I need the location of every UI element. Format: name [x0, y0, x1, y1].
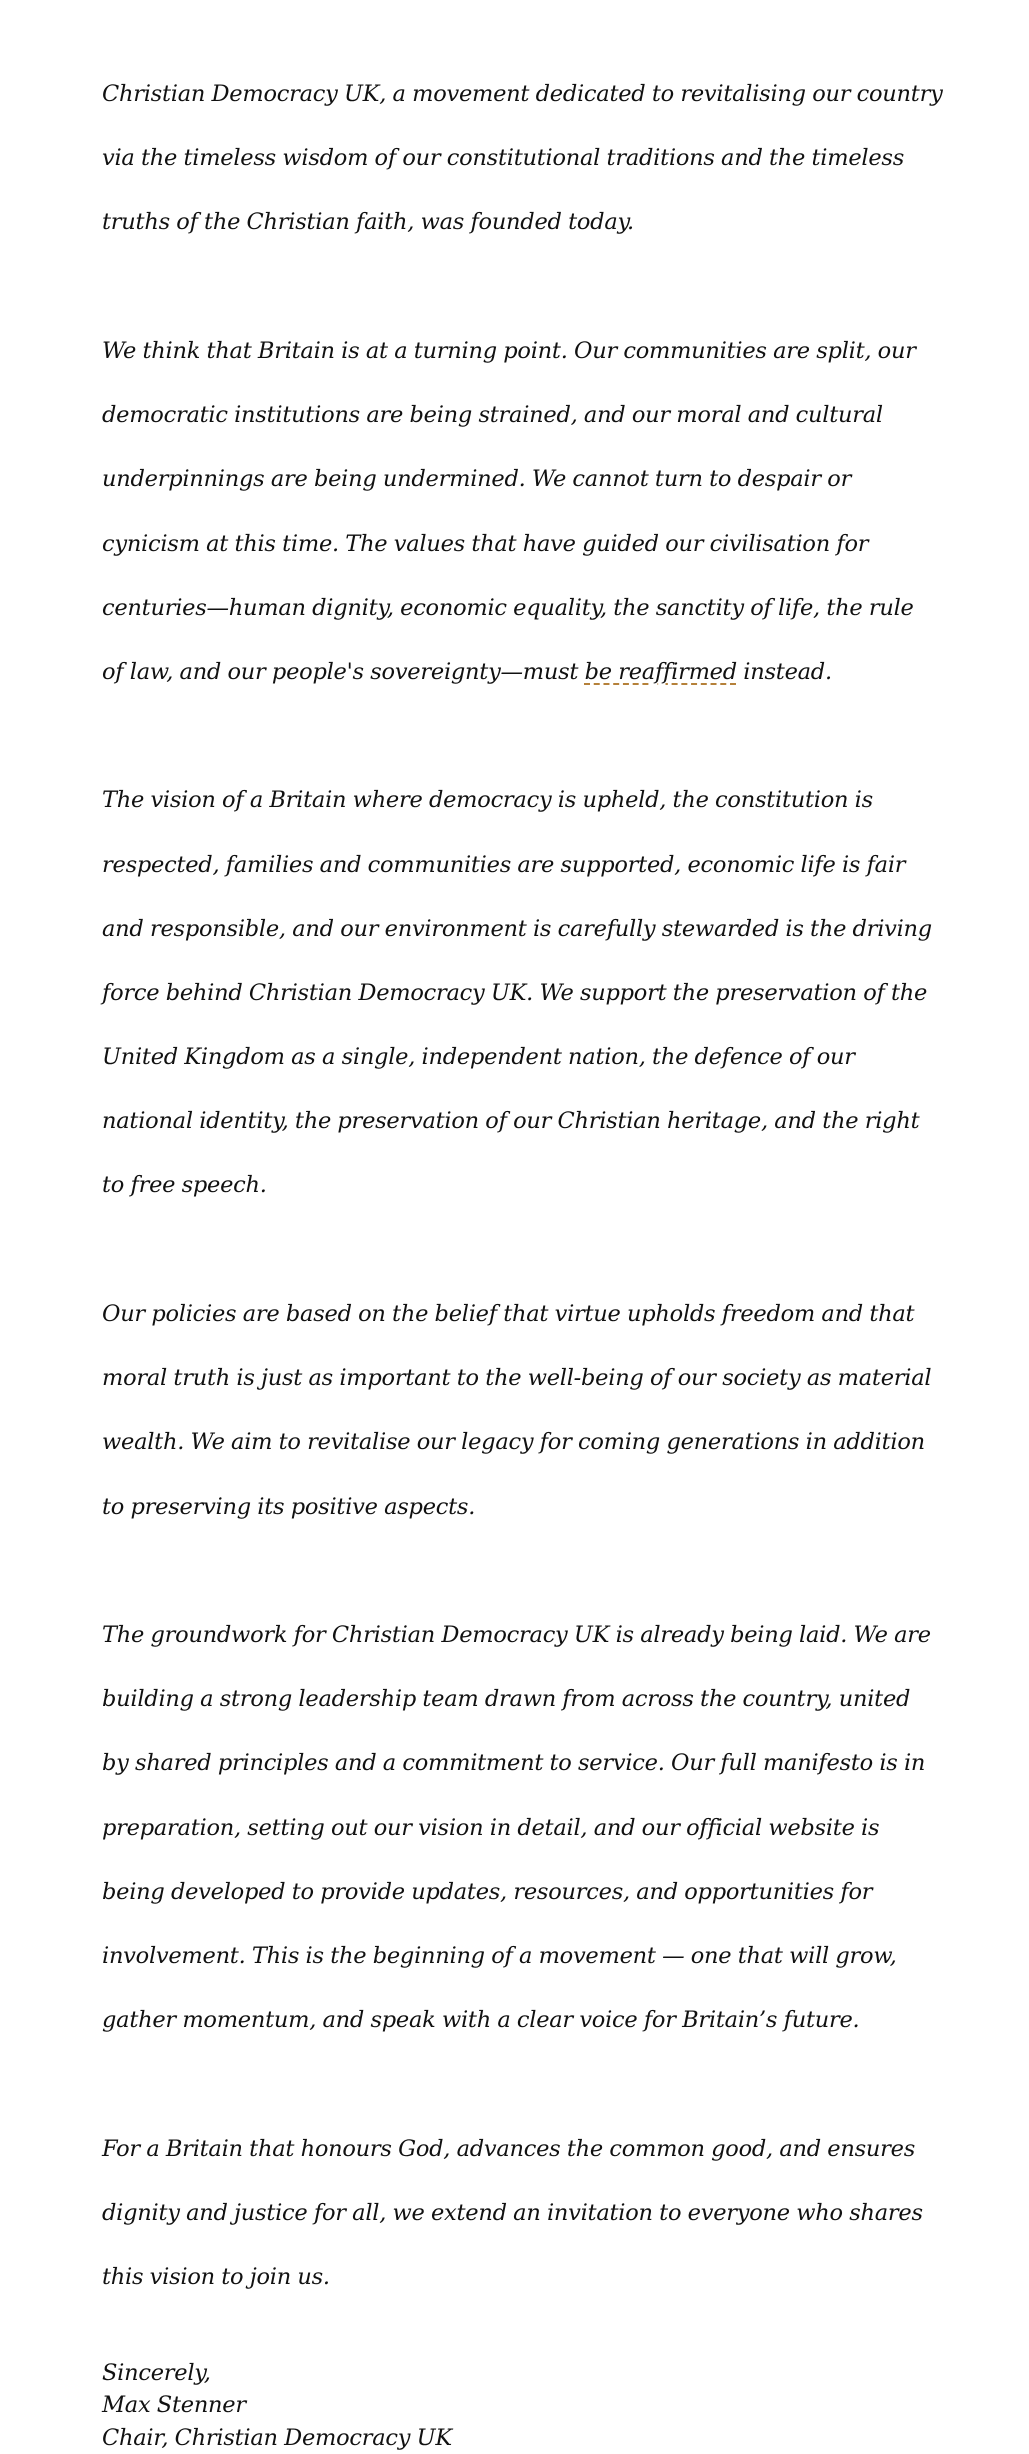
text-line: Our policies are based on the belief that virtue upholds freedom and that	[102, 1300, 915, 1327]
text-line: via the timeless wisdom of our constitutional traditions and the timeless	[102, 145, 905, 172]
text-line: respected, families and communities are supported, economic life is fair	[102, 851, 906, 878]
text-line: We think that Britain is at a turning point. Our communities are split, our	[102, 337, 916, 364]
text-line: For a Britain that honours God, advances the common good, and ensures	[102, 2135, 916, 2162]
text-segment: instead.	[736, 658, 832, 685]
text-line: preparation, setting out our vision in detail, and our official website is	[102, 1814, 880, 1841]
paragraph-groundwork	[102, 1587, 982, 2068]
text-line: national identity, the preservation of our Christian heritage, and the right	[102, 1108, 920, 1135]
text-line: The vision of a Britain where democracy is upheld, the constitution is	[102, 787, 873, 814]
text-line: United Kingdom as a single, independent nation, the defence of our	[102, 1044, 855, 1071]
text-line: Christian Democracy UK, a movement dedicated to revitalising our country	[102, 81, 943, 108]
text-line: cynicism at this time. The values that have guided our civilisation for	[102, 530, 869, 557]
text-line: to preserving its positive aspects.	[102, 1493, 476, 1520]
text-line: wealth. We aim to revitalise our legacy for coming generations in addition	[102, 1429, 925, 1456]
document-page[interactable]	[102, 46, 982, 2454]
paragraph-invitation	[102, 2100, 982, 2325]
paragraph-turning-point	[102, 303, 982, 720]
text-line: The groundwork for Christian Democracy UK is already being laid. We are	[102, 1621, 931, 1648]
paragraph-policies	[102, 1266, 982, 1555]
paragraph-vision	[102, 752, 982, 1233]
paragraph-intro	[102, 46, 982, 271]
signatory-title: Chair, Christian Democracy UK	[102, 2424, 452, 2451]
text-line: gather momentum, and speak with a clear voice for Britain’s future.	[102, 2007, 860, 2034]
text-line: involvement. This is the beginning of a movement — one that will grow,	[102, 1942, 897, 1969]
text-line: by shared principles and a commitment to service. Our full manifesto is in	[102, 1750, 926, 1777]
text-line: underpinnings are being undermined. We cannot turn to despair or	[102, 466, 852, 493]
text-line: to free speech.	[102, 1172, 267, 1199]
closing-salutation: Sincerely,	[102, 2360, 211, 2387]
text-line: being developed to provide updates, resources, and opportunities for	[102, 1878, 873, 1905]
text-line: centuries—human dignity, economic equality, the sanctity of life, the rule	[102, 594, 914, 621]
text-line: this vision to join us.	[102, 2263, 330, 2290]
signatory-name: Max Stenner	[102, 2392, 246, 2419]
text-line: and responsible, and our environment is carefully stewarded is the driving	[102, 915, 932, 942]
text-line: dignity and justice for all, we extend an invitation to everyone who shares	[102, 2199, 923, 2226]
spellcheck-flagged-phrase[interactable]: be reaffirmed	[584, 658, 737, 685]
text-line: democratic institutions are being strained, and our moral and cultural	[102, 402, 883, 429]
text-line: truths of the Christian faith, was founded today.	[102, 209, 634, 236]
text-line: building a strong leadership team drawn from across the country, united	[102, 1686, 911, 1713]
text-line: moral truth is just as important to the well-being of our society as material	[102, 1365, 932, 1392]
text-line: force behind Christian Democracy UK. We support the preservation of the	[102, 979, 928, 1006]
text-segment: of law, and our people's sovereignty—must	[102, 658, 585, 685]
signature-block	[102, 2357, 982, 2453]
text-line	[102, 656, 982, 688]
